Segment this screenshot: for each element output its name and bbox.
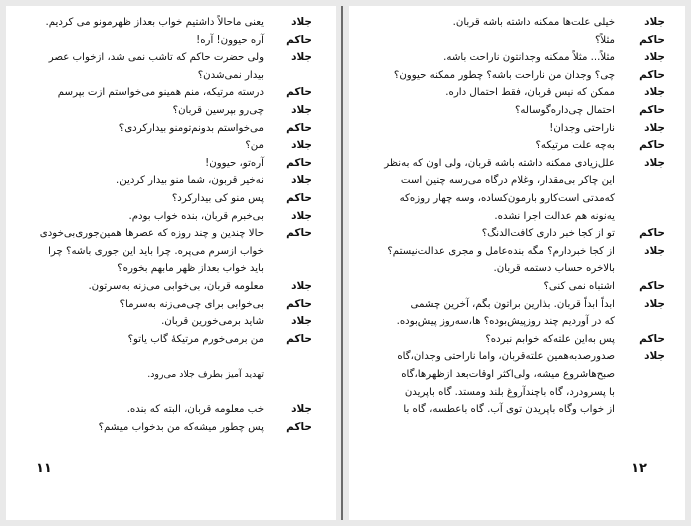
dialogue-text: می‌خواستم بدونم‌تومنو بیدارکردی؟ bbox=[118, 122, 264, 134]
dialogue-line bbox=[6, 49, 336, 66]
speaker-name: حاکم bbox=[286, 192, 312, 204]
dialogue-line bbox=[349, 155, 685, 172]
dialogue-text: که‌مدتی است‌کارو بارمون‌کساده، وسه چهار روزه‌که bbox=[399, 193, 615, 204]
dialogue-line bbox=[6, 243, 336, 260]
dialogue-text: باید خواب بعداز ظهر مابهم بخوره؟ bbox=[117, 263, 264, 275]
speaker-name: جلاد bbox=[291, 139, 312, 152]
stage-direction bbox=[6, 366, 336, 383]
speaker-name: جلاد bbox=[291, 16, 312, 28]
speaker-name: جلاد bbox=[291, 104, 312, 116]
dialogue-text: معلومه قربان، بی‌خوابی می‌زنه به‌سرتون. bbox=[88, 281, 264, 292]
dialogue-text: اشتباه نمی کنی؟ bbox=[543, 281, 615, 292]
dialogue-line bbox=[349, 172, 685, 189]
dialogue-text: مثلاً... مثلاً ممکنه وجدانتون ناراحت باشه. bbox=[443, 52, 615, 64]
dialogue-text: پس چطور میشه‌که من بدخواب میشم؟ bbox=[98, 421, 264, 433]
speaker-name: جلاد bbox=[291, 51, 312, 64]
speaker-name: حاکم bbox=[639, 280, 665, 292]
dialogue-line bbox=[349, 296, 685, 313]
speaker-name: حاکم bbox=[286, 86, 312, 99]
dialogue-line bbox=[349, 278, 685, 295]
book-gutter bbox=[341, 6, 343, 520]
speaker-name: حاکم bbox=[286, 121, 312, 134]
dialogue-text: خیلی علت‌ها ممکنه داشته باشه قربان. bbox=[452, 17, 615, 28]
dialogue-line bbox=[349, 32, 685, 49]
dialogue-text: خب معلومه قربان، البته که بنده. bbox=[126, 404, 264, 416]
dialogue-line bbox=[6, 155, 336, 172]
dialogue-text: ولی حضرت حاکم که تاشب نمی شد، ازخواب عصر bbox=[48, 52, 264, 64]
speaker-name: حاکم bbox=[286, 420, 312, 433]
dialogue-line bbox=[349, 208, 685, 225]
speaker-name: جلاد bbox=[291, 280, 312, 292]
dialogue-line bbox=[349, 313, 685, 330]
dialogue-line bbox=[349, 137, 685, 154]
speaker-name: حاکم bbox=[286, 332, 312, 345]
speaker-name: جلاد bbox=[644, 350, 665, 363]
dialogue-line bbox=[6, 208, 336, 225]
dialogue-line bbox=[6, 260, 336, 277]
dialogue-line bbox=[6, 419, 336, 436]
dialogue-line bbox=[6, 278, 336, 295]
dialogue-line bbox=[349, 14, 685, 31]
right-page-number: ۱۲ bbox=[631, 461, 647, 476]
dialogue-line bbox=[6, 384, 336, 401]
dialogue-line bbox=[349, 366, 685, 383]
dialogue-text: این چاکر بی‌مقدار، وغلام درگاه می‌رسه چنین است bbox=[400, 175, 615, 187]
dialogue-line bbox=[6, 225, 336, 242]
dialogue-text: که در آوردیم چند روزپیش‌بوده؟ ها،‌سه‌روز پیش‌بوده. bbox=[396, 316, 615, 328]
speaker-name: جلاد bbox=[291, 174, 312, 187]
speaker-name: حاکم bbox=[286, 297, 312, 310]
speaker-name: حاکم bbox=[639, 227, 665, 240]
dialogue-line bbox=[349, 49, 685, 66]
speaker-name: حاکم bbox=[286, 227, 312, 240]
dialogue-line bbox=[6, 84, 336, 101]
dialogue-text: یعنی ماحالاً داشتیم خواب بعداز ظهرمونو می کردیم. bbox=[45, 17, 264, 28]
dialogue-text: صدورصدبه‌همین علته‌قربان، واما ناراحتی وجدان،گاه bbox=[397, 351, 615, 363]
dialogue-text: پس منو کی بیدارکرد؟ bbox=[171, 193, 264, 204]
dialogue-line bbox=[6, 14, 336, 31]
speaker-name: جلاد bbox=[644, 86, 665, 99]
speaker-name: جلاد bbox=[644, 16, 665, 28]
dialogue-text: حالا چندین و چند روزه که عصرها همین‌جوری‌بی‌خودی bbox=[39, 228, 264, 240]
dialogue-text: ناراحتی وجدان! bbox=[549, 122, 615, 134]
dialogue-line bbox=[6, 137, 336, 154]
dialogue-text: مثلاً؟ bbox=[594, 34, 615, 46]
dialogue-text: با پسرودرد، گاه باچندآروغ بلند ومستد. گاه باپریدن bbox=[404, 386, 615, 398]
speaker-name: حاکم bbox=[639, 104, 665, 116]
speaker-name: جلاد bbox=[644, 51, 665, 64]
speaker-name: حاکم bbox=[286, 33, 312, 46]
right-page bbox=[349, 6, 685, 520]
speaker-name: جلاد bbox=[644, 121, 665, 134]
dialogue-line bbox=[349, 102, 685, 119]
dialogue-text: بیدار نمی‌شدن؟ bbox=[197, 69, 264, 81]
dialogue-line bbox=[6, 313, 336, 330]
dialogue-text: من برمی‌خورم مرتیکهٔ گاب یاتو؟ bbox=[127, 333, 264, 345]
speaker-name: حاکم bbox=[286, 156, 312, 169]
dialogue-line bbox=[349, 260, 685, 277]
dialogue-text: تو از کجا خبر داری کافت‌الدنگ؟ bbox=[481, 228, 615, 240]
dialogue-line bbox=[349, 348, 685, 365]
dialogue-line bbox=[349, 331, 685, 348]
speaker-name: جلاد bbox=[291, 403, 312, 416]
dialogue-line bbox=[349, 243, 685, 260]
speaker-name: جلاد bbox=[291, 209, 312, 222]
dialogue-text: نه‌خیر قربون، شما منو بیدار کردین. bbox=[115, 175, 264, 187]
left-page bbox=[6, 6, 336, 520]
dialogue-text: آره‌تو، حیوون! bbox=[205, 157, 264, 169]
speaker-name: جلاد bbox=[291, 315, 312, 328]
dialogue-text: علل‌زیادی ممکنه داشته باشه قربان، ولی اون که به‌نظر bbox=[384, 157, 615, 169]
dialogue-text: ممکن که نیس قربان، فقط احتمال داره. bbox=[445, 87, 615, 99]
speaker-name: جلاد bbox=[644, 156, 665, 169]
left-page-number: ۱۱ bbox=[36, 461, 52, 476]
dialogue-line bbox=[349, 225, 685, 242]
stage-direction-text: تهدید آمیز بطرف جلاد می‌رود. bbox=[147, 369, 264, 380]
dialogue-line bbox=[349, 401, 685, 418]
dialogue-text: ابداً ابداً قربان. بذارین براتون بگم، آخرین چشمی bbox=[410, 298, 615, 310]
dialogue-text: از خواب وگاه باپریدن توی آب. گاه باعطسه، گاه با bbox=[403, 404, 615, 416]
speaker-name: حاکم bbox=[639, 68, 665, 81]
dialogue-line bbox=[349, 84, 685, 101]
dialogue-line bbox=[349, 67, 685, 84]
dialogue-line bbox=[349, 120, 685, 137]
dialogue-text: شاید برمی‌خورین قربان. bbox=[161, 316, 264, 328]
speaker-name: حاکم bbox=[639, 33, 665, 46]
dialogue-text: از کجا خبردارم؟ مگه بنده‌عامل و مجری عدالت‌نیستم؟ bbox=[387, 245, 615, 257]
dialogue-line bbox=[6, 120, 336, 137]
dialogue-text: به‌چه علت مرتیکه؟ bbox=[535, 140, 615, 152]
dialogue-line bbox=[6, 296, 336, 313]
dialogue-text: صبح‌هاشروع میشه، ولی‌اکثر اوقات‌بعد ازظهرها،گاه bbox=[401, 369, 615, 380]
dialogue-text: آره حیوون! آره! bbox=[196, 34, 264, 46]
dialogue-line bbox=[349, 190, 685, 207]
dialogue-text: پس به‌این علته‌که خوابم نبرده؟ bbox=[485, 333, 615, 345]
dialogue-line bbox=[349, 384, 685, 401]
dialogue-text: بی‌خوابی برای چی‌می‌زنه به‌سرما؟ bbox=[119, 298, 264, 310]
dialogue-text: من؟ bbox=[245, 140, 264, 152]
speaker-name: جلاد bbox=[644, 297, 665, 310]
dialogue-line bbox=[6, 348, 336, 365]
dialogue-text: احتمال چی‌داره‌گوساله؟ bbox=[515, 105, 615, 116]
speaker-name: حاکم bbox=[639, 139, 665, 152]
speaker-name: حاکم bbox=[639, 332, 665, 345]
speaker-name: جلاد bbox=[644, 244, 665, 257]
dialogue-text: بی‌خبرم قربان، بنده خواب بودم. bbox=[128, 210, 264, 222]
dialogue-text: خواب ازسرم می‌پره. چرا باید این جوری باشه؟ چرا bbox=[48, 245, 264, 257]
dialogue-line bbox=[6, 331, 336, 348]
dialogue-line bbox=[6, 102, 336, 119]
dialogue-text: چی؟ وجدان من ناراحت باشه؟ چطور ممکنه حیوون؟ bbox=[393, 69, 615, 81]
dialogue-line bbox=[6, 67, 336, 84]
dialogue-line bbox=[6, 190, 336, 207]
dialogue-line bbox=[6, 401, 336, 418]
dialogue-text: بالاخره حساب دستمه قربان. bbox=[493, 263, 615, 275]
dialogue-text: چی‌رو بپرسین قربان؟ bbox=[172, 105, 264, 116]
dialogue-line bbox=[6, 32, 336, 49]
dialogue-line bbox=[6, 172, 336, 189]
dialogue-text: یه‌نونه هم عدالت اجرا نشده. bbox=[494, 210, 615, 222]
dialogue-text: درسته مرتیکه، منم همینو می‌خواستم ازت بپرسم bbox=[57, 87, 264, 99]
